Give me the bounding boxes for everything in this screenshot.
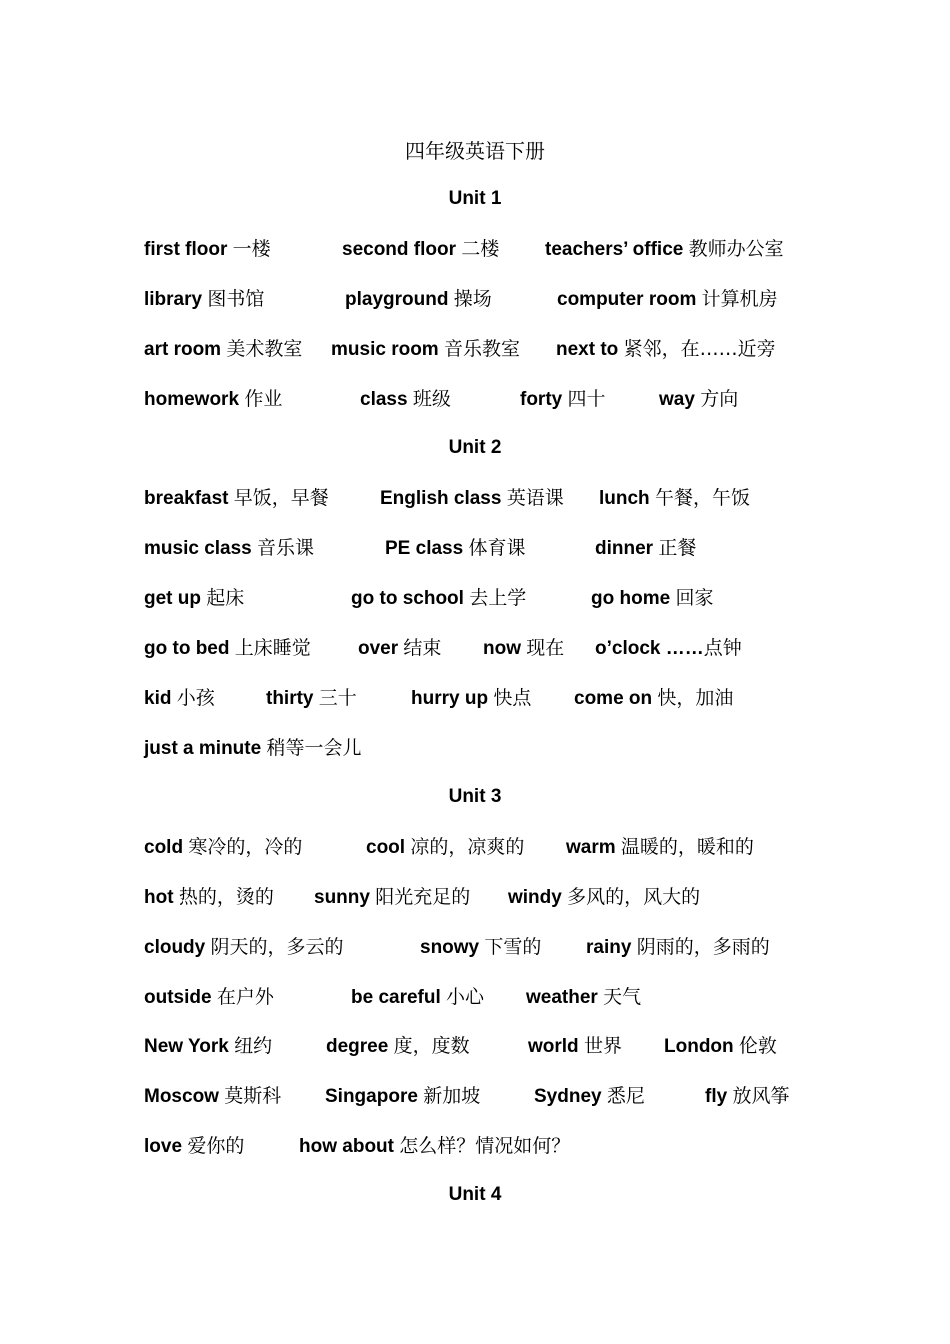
chinese-meaning: 寒冷的，冷的 [188, 836, 303, 858]
vocab-term [144, 633, 311, 664]
chinese-meaning: 阳光充足的 [375, 886, 471, 908]
english-word: sunny [314, 887, 376, 908]
chinese-meaning: 音乐课 [257, 537, 315, 559]
chinese-meaning: 操场 [453, 288, 492, 310]
chinese-meaning: 午餐，午饭 [654, 487, 750, 509]
english-word: windy [508, 887, 568, 908]
document-title: 四年级英语下册 [405, 139, 545, 163]
vocab-term [266, 683, 357, 714]
chinese-meaning: 爱你的 [187, 1135, 245, 1157]
english-word: first floor [144, 239, 233, 260]
chinese-meaning: 三十 [318, 687, 357, 709]
vocab-row [0, 234, 950, 264]
english-word: playground [345, 289, 454, 310]
english-word: dinner [595, 538, 659, 559]
english-word: class [360, 389, 413, 410]
english-word: teachers’ office [545, 239, 689, 260]
vocab-row [0, 1131, 950, 1161]
chinese-meaning: 放风筝 [732, 1085, 790, 1107]
chinese-meaning: 莫斯科 [224, 1085, 282, 1107]
vocab-row [0, 982, 950, 1012]
english-word: Singapore [325, 1086, 424, 1107]
vocab-term [144, 533, 314, 564]
chinese-meaning: 作业 [244, 388, 283, 410]
chinese-meaning: 早饭，早餐 [233, 487, 329, 509]
chinese-meaning: 回家 [675, 587, 714, 609]
vocab-row [0, 683, 950, 713]
chinese-meaning: 正餐 [658, 537, 697, 559]
english-word: get up [144, 588, 207, 609]
english-word: breakfast [144, 488, 234, 509]
chinese-meaning: 现在 [526, 637, 565, 659]
chinese-meaning: 点钟 [703, 637, 742, 659]
vocab-term [526, 982, 641, 1013]
vocab-term [557, 284, 778, 315]
chinese-meaning: 度，度数 [393, 1035, 470, 1057]
chinese-meaning: 结束 [403, 637, 442, 659]
vocab-row [0, 533, 950, 563]
english-word: weather [526, 987, 604, 1008]
vocab-term [299, 1131, 570, 1162]
english-word: warm [566, 837, 621, 858]
vocab-term [144, 982, 274, 1013]
vocab-term [566, 832, 754, 863]
vocab-term [545, 234, 784, 265]
chinese-meaning: 小孩 [176, 687, 215, 709]
chinese-meaning: 上床睡觉 [234, 637, 311, 659]
english-word: how about [299, 1136, 400, 1157]
english-word: music room [331, 339, 444, 360]
chinese-meaning: 四十 [567, 388, 606, 410]
vocab-term [144, 932, 344, 963]
english-word: hot [144, 887, 179, 908]
english-word: fly [705, 1086, 733, 1107]
chinese-meaning: 怎么样？情况如何？ [399, 1135, 571, 1157]
chinese-meaning: 新加坡 [423, 1085, 481, 1107]
english-word: next to [556, 339, 624, 360]
chinese-meaning: 图书馆 [207, 288, 265, 310]
chinese-meaning: 纽约 [234, 1035, 273, 1057]
vocab-term [144, 384, 282, 415]
english-word: go to school [351, 588, 470, 609]
vocab-term [326, 1031, 470, 1062]
english-word: homework [144, 389, 245, 410]
vocab-row [0, 633, 950, 663]
chinese-meaning: 二楼 [461, 238, 500, 260]
english-word: love [144, 1136, 188, 1157]
vocab-row [0, 583, 950, 613]
vocab-term [144, 683, 215, 714]
chinese-meaning: 英语课 [506, 487, 564, 509]
english-word: outside [144, 987, 217, 1008]
chinese-meaning: 教师办公室 [688, 238, 784, 260]
vocab-row [0, 384, 950, 414]
english-word: forty [520, 389, 568, 410]
english-word: Sydney [534, 1086, 607, 1107]
english-word: world [528, 1036, 584, 1057]
vocab-term [144, 1081, 281, 1112]
english-word: over [358, 638, 404, 659]
chinese-meaning: 体育课 [468, 537, 526, 559]
vocab-term [586, 932, 770, 963]
english-word: cool [366, 837, 411, 858]
vocab-term [144, 583, 244, 614]
chinese-meaning: 美术教室 [226, 338, 303, 360]
english-word: come on [574, 688, 658, 709]
vocab-term [351, 583, 526, 614]
chinese-meaning: 在户外 [216, 986, 274, 1008]
vocab-term [556, 334, 776, 365]
unit-heading: Unit 1 [448, 188, 502, 209]
english-word: go to bed [144, 638, 235, 659]
chinese-meaning: 起床 [206, 587, 245, 609]
english-word: be careful [351, 987, 447, 1008]
english-word: lunch [599, 488, 655, 509]
chinese-meaning: 伦敦 [738, 1035, 777, 1057]
vocab-row [0, 483, 950, 513]
vocab-row [0, 882, 950, 912]
chinese-meaning: 温暖的，暖和的 [620, 836, 754, 858]
english-word: o’clock …… [595, 638, 704, 659]
chinese-meaning: 紧邻，在……近旁 [623, 338, 776, 360]
vocab-term [144, 733, 361, 764]
english-word: degree [326, 1036, 394, 1057]
english-word: kid [144, 688, 177, 709]
vocab-term [420, 932, 541, 963]
unit-heading: Unit 3 [448, 786, 502, 807]
chinese-meaning: 方向 [700, 388, 739, 410]
vocab-row [0, 334, 950, 364]
vocab-row [0, 1081, 950, 1111]
chinese-meaning: 快点 [493, 687, 532, 709]
english-word: English class [380, 488, 507, 509]
vocab-term [520, 384, 606, 415]
chinese-meaning: 音乐教室 [443, 338, 520, 360]
english-word: art room [144, 339, 227, 360]
vocab-term [358, 633, 441, 664]
vocab-term [144, 284, 264, 315]
vocab-term [144, 882, 274, 913]
english-word: London [664, 1036, 739, 1057]
english-word: music class [144, 538, 258, 559]
vocab-term [483, 633, 564, 664]
vocab-term [351, 982, 484, 1013]
english-word: computer room [557, 289, 702, 310]
vocab-term [385, 533, 525, 564]
vocab-term [360, 384, 451, 415]
vocab-term [664, 1031, 777, 1062]
english-word: way [659, 389, 701, 410]
vocab-term [144, 1131, 244, 1162]
english-word: just a minute [144, 738, 267, 759]
vocab-term [144, 483, 329, 514]
english-word: second floor [342, 239, 462, 260]
chinese-meaning: 天气 [603, 986, 642, 1008]
vocab-term [705, 1081, 789, 1112]
vocab-term [659, 384, 738, 415]
english-word: snowy [420, 937, 485, 958]
vocab-row [0, 1031, 950, 1061]
vocab-term [144, 334, 302, 365]
chinese-meaning: 凉的，凉爽的 [410, 836, 525, 858]
english-word: library [144, 289, 208, 310]
chinese-meaning: 热的，烫的 [178, 886, 274, 908]
chinese-meaning: 去上学 [469, 587, 527, 609]
vocab-term [528, 1031, 622, 1062]
english-word: PE class [385, 538, 469, 559]
chinese-meaning: 世界 [583, 1035, 622, 1057]
english-word: now [483, 638, 527, 659]
vocab-row [0, 832, 950, 862]
vocab-term [599, 483, 750, 514]
chinese-meaning: 一楼 [232, 238, 271, 260]
vocab-term [314, 882, 470, 913]
vocab-term [325, 1081, 480, 1112]
vocab-term [591, 583, 713, 614]
vocab-term [144, 1031, 272, 1062]
vocab-term [595, 633, 742, 664]
chinese-meaning: 悉尼 [606, 1085, 645, 1107]
vocab-term [342, 234, 499, 265]
vocab-term [144, 234, 271, 265]
vocab-row [0, 284, 950, 314]
unit-heading: Unit 4 [448, 1184, 502, 1205]
chinese-meaning: 稍等一会儿 [266, 737, 362, 759]
english-word: thirty [266, 688, 319, 709]
vocab-term [331, 334, 520, 365]
chinese-meaning: 阴雨的，多雨的 [636, 936, 770, 958]
chinese-meaning: 计算机房 [701, 288, 778, 310]
english-word: go home [591, 588, 676, 609]
english-word: rainy [586, 937, 637, 958]
vocab-term [144, 832, 302, 863]
vocab-term [380, 483, 564, 514]
chinese-meaning: 班级 [412, 388, 451, 410]
vocab-term [411, 683, 531, 714]
chinese-meaning: 多风的，风大的 [567, 886, 701, 908]
english-word: hurry up [411, 688, 494, 709]
vocab-term [534, 1081, 645, 1112]
unit-heading: Unit 2 [448, 437, 502, 458]
chinese-meaning: 小心 [446, 986, 485, 1008]
english-word: cloudy [144, 937, 211, 958]
chinese-meaning: 快，加油 [657, 687, 734, 709]
english-word: Moscow [144, 1086, 225, 1107]
vocab-term [345, 284, 492, 315]
vocab-term [574, 683, 733, 714]
english-word: cold [144, 837, 189, 858]
vocab-row [0, 932, 950, 962]
vocab-row [0, 733, 950, 763]
chinese-meaning: 下雪的 [484, 936, 542, 958]
english-word: New York [144, 1036, 235, 1057]
vocab-term [366, 832, 524, 863]
vocab-term [595, 533, 696, 564]
vocab-term [508, 882, 700, 913]
chinese-meaning: 阴天的，多云的 [210, 936, 344, 958]
